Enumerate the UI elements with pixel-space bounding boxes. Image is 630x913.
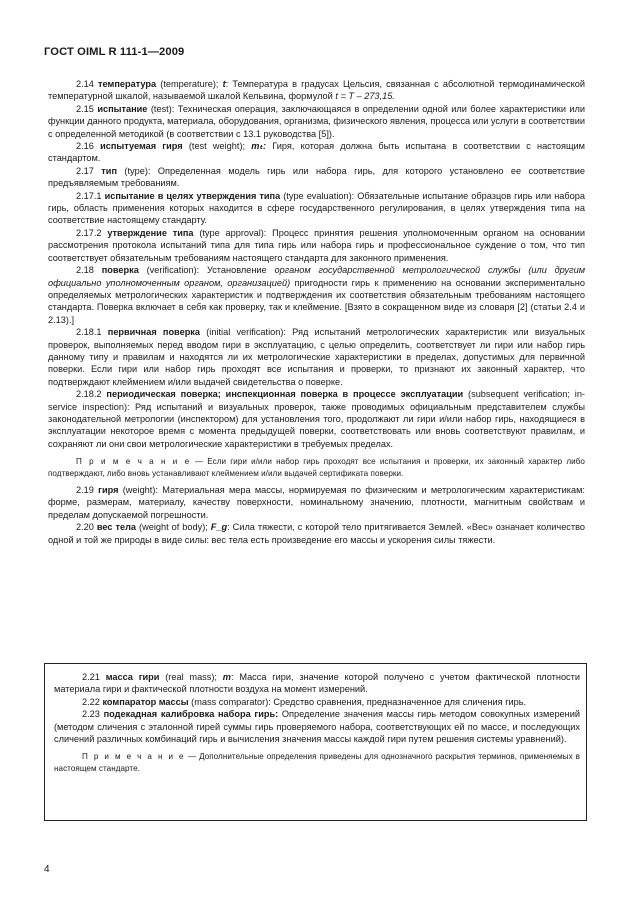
clause-number: 2.14 <box>76 79 94 89</box>
term: вес тела <box>96 522 137 533</box>
definition-2-15 <box>48 103 585 140</box>
term-symbol: t <box>222 79 226 89</box>
clause-number: 2.18 <box>76 265 94 276</box>
definition-2-21 <box>54 671 580 696</box>
definition-text: (initial verification): Ряд испытаний метрологических характеристик или визуальных проверок, выполняемых перед вводом гири в эксплуатацию, с целью определить, соответствует ли гири или набор гирь данному типу и правилам и находятся ли их метрологические характеристики в пределах, допустимых для первичной поверки. Если гири или набор гирь проходят все испытания и проверки, то признают их законный характер, что подтверждают клеймением и/или выдачей свидетельства о поверке. <box>48 327 585 387</box>
term: подекадная калибровка набора гирь: <box>103 709 279 720</box>
definition-text: (type approval): Процесс принятия решения уполномоченным органом на основании рассмотрения протокола испытаний типа для типа гирь или набора гирь и профессиональное суждение о том, что тип соответствует обязательным требованиям настоящего стандарта для законного применения. <box>48 227 585 263</box>
definition-2-17-2 <box>48 227 585 264</box>
clause-number: 2.22 <box>82 696 100 707</box>
definition-text: : Температура в градусах Цельсия, связанная с абсолютной термодинамической температурной шкалой, называемой шкалой Кельвина, формулой <box>48 79 586 102</box>
term-english: (real mass); <box>165 672 217 682</box>
clause-number: 2.21 <box>82 672 100 682</box>
definition-text: (type): Определенная модель гирь или набора гирь, для которого установлено ее соответствие предъявляемым требованиям. <box>48 165 585 189</box>
definition-text: (mass comparator): Средство сравнения, предназначенное для сличения гирь. <box>191 696 527 707</box>
note-additional-definitions <box>54 751 580 774</box>
clause-number: 2.17.2 <box>76 227 102 238</box>
note-text: — Дополнительные определения приведены для однозначного раскрытия терминов, применяемых в настоящем стандарте. <box>54 752 580 773</box>
term: компаратор массы <box>102 696 189 707</box>
definition-text: (verification): Установление <box>146 265 267 276</box>
term: тип <box>101 165 117 176</box>
clause-number: 2.18.2 <box>76 389 102 400</box>
term: испытание в целях утверждения типа <box>104 190 281 201</box>
term: утверждение типа <box>107 227 194 238</box>
definition-2-20 <box>48 521 585 546</box>
term-symbol: F_g <box>210 522 228 533</box>
term-english: (weight of body); <box>139 522 208 533</box>
term: поверка <box>101 265 139 276</box>
note-verification <box>48 456 585 479</box>
definition-text: Определение значения массы гирь методом совокупных измерений (методом сличения с эталонной гирей суммы гирь проверяемого набора, соответствующих ей по массе, и последующих сличений различных комбинаций гирь и вычисления значения массы каждой гири путем решения системы уравнений). <box>54 709 581 745</box>
clause-number: 2.19 <box>76 485 94 495</box>
term: испытуемая гиря <box>100 141 183 152</box>
term: первичная поверка <box>107 327 201 338</box>
term: температура <box>98 79 157 89</box>
term-symbol: mₜ: <box>251 141 267 152</box>
term-english: (temperature); <box>160 79 219 89</box>
note-text: — Если гири и/или набор гирь проходят все испытания и проверки, их законный характер либо подтверждают, либо вновь устанавливают клеймением и/или выдачей сертификата поверки. <box>48 457 585 478</box>
term: масса гири <box>105 672 160 682</box>
clause-number: 2.20 <box>76 522 94 533</box>
term-symbol: m <box>222 672 231 682</box>
definition-2-18-1 <box>48 326 585 388</box>
formula: t = T – 273,15. <box>335 91 395 102</box>
definition-italic-text: органом государственной метрологической службы (или другим официально уполномоченным органом, организацией) <box>48 265 586 288</box>
definition-2-19 <box>48 484 585 521</box>
definition-2-16 <box>48 140 585 165</box>
definition-text: : Масса гири, значение которой получено с учетом фактической плотности материала гири и фактической плотности воздуха на момент измерений. <box>54 672 580 695</box>
definition-2-14 <box>48 78 585 103</box>
term-english: (test weight); <box>188 141 246 152</box>
page-number: 4 <box>44 864 50 875</box>
definition-text: : Сила тяжести, с которой тело притягивается Землей. «Вес» означает количество одной и той же природы в виде силы: вес тела есть произведение его массы и ускорения силы тяжести. <box>48 522 585 545</box>
definition-text: пригодности гирь к применению на основании экспериментально определяемых метрологических характеристик и подтверждения их соответствия обязательным требованиям настоящего стандарта. Поверка включает в себя как проверку, так и клеймение. [Взято в сокращенном виде из словаря [2] (статьи 2.4 и 2.13).] <box>48 277 585 325</box>
clause-number: 2.17 <box>76 165 94 176</box>
definition-2-17 <box>48 165 585 190</box>
definition-2-18-2 <box>48 388 585 450</box>
definition-2-18 <box>48 264 585 326</box>
term: испытание <box>97 103 148 114</box>
definition-2-23 <box>54 708 580 745</box>
definition-2-22 <box>54 696 580 708</box>
definition-text: (subsequent verification; in-service inspection): Ряд испытаний и визуальных проверок, также проводимых официальным представителем службы законодательной метрологии (инспектором) для установления того, продолжают ли гири и/или набор гирь, находящиеся в эксплуатации некоторое время с момента предыдущей поверки, соответствовать или вновь соответствуют правилам, и сохраняют ли они свои метрологические характеристики в требуемых пределах. <box>48 389 585 449</box>
clause-number: 2.18.1 <box>76 327 102 338</box>
definition-text: (type evaluation): Обязательные испытание образцов гирь или набора гирь, область применения которых находится в сфере государственного регулирования, в целях утверждения типа на соответствие настоящему стандарту. <box>48 190 585 226</box>
definitions-section <box>48 78 585 546</box>
framed-definitions <box>54 671 580 779</box>
clause-number: 2.23 <box>82 709 100 720</box>
term: гиря <box>98 485 119 495</box>
definition-text: Гиря, которая должна быть испытана в соответствии с настоящим стандартом. <box>48 141 585 164</box>
definition-text: (test): Техническая операция, заключающаяся в определении одной или более характеристики или функции данного продукта, материала, оборудования, организма, физического явления, процесса или услуги в соответствии с определенной методикой (в соответствии с 13.1 руководства [5]). <box>48 103 585 139</box>
definition-2-17-1 <box>48 190 585 227</box>
clause-number: 2.16 <box>76 141 94 152</box>
note-label: П р и м е ч а н и е <box>76 457 191 467</box>
clause-number: 2.17.1 <box>76 190 102 201</box>
term: периодическая поверка; инспекционная поверка в процессе эксплуатации <box>106 389 464 400</box>
definition-text: (weight): Материальная мера массы, нормируемая по физическим и метрологическим характеристикам: форме, размерам, материалу, качеству поверхности, номинальному значению, плотности, магнитным свойствам и пределам допускаемой погрешности. <box>48 485 585 520</box>
clause-number: 2.15 <box>76 103 94 114</box>
standard-header: ГОСТ OIML R 111-1—2009 <box>44 46 185 58</box>
note-label: П р и м е ч а н и е <box>82 752 186 762</box>
